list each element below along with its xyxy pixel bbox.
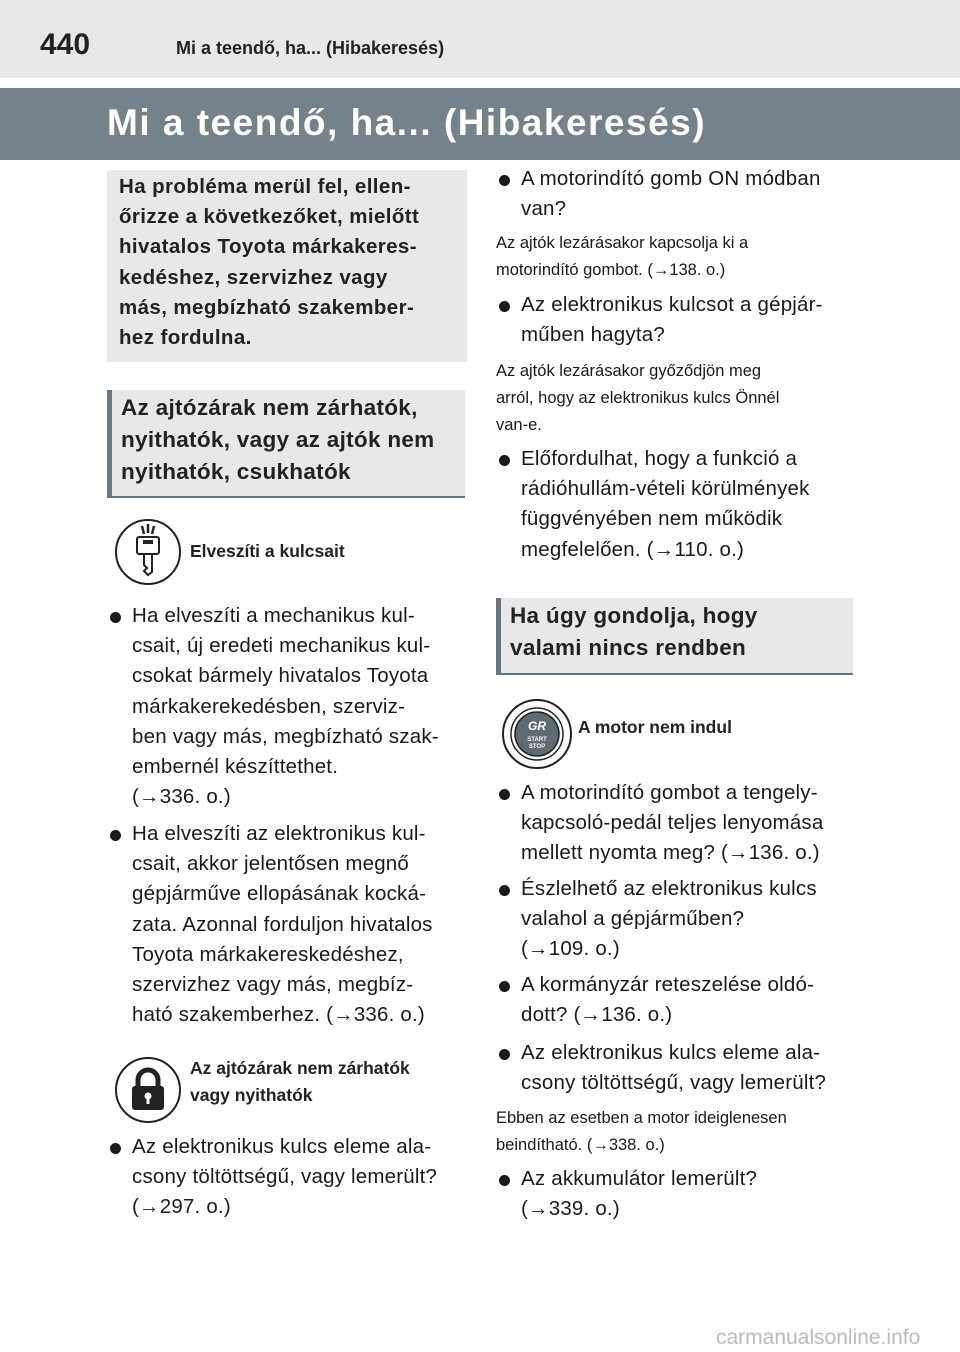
bullet-dot (110, 830, 121, 841)
bullet-text: Ha elveszíti az elektronikus kul- csait, akkor jelentősen megnő gépjárműve ellopásának kocká- zata. Azonnal forduljon hivatalos Toyota márkakereskedéshez, szervizhez vagy más, megbíz- ható szakemberhez. (→336. o.) (132, 822, 433, 1027)
running-title: Mi a teendő, ha... (Hibakeresés) (176, 38, 445, 58)
bullet-text: Ha elveszíti a mechanikus kul- csait, új eredeti mechanikus kul- csokat bármely hivatalos Toyota márkakerekedésben, szerviz- ben vagy más, megbízható szak- embernél készíttethet. (→336. o.) (132, 604, 439, 809)
list-item-press-with-pedal (521, 778, 861, 869)
running-header (0, 0, 960, 78)
list-item-lost-electronic-keys (132, 819, 467, 1030)
bullet-dot (499, 175, 510, 186)
list-item-battery-dead (521, 1164, 861, 1224)
bullet-text: Észlelhető az elektronikus kulcs valahol a gépjárműben? (→109. o.) (521, 877, 817, 961)
watermark: carmanualsonline.info (716, 1326, 921, 1349)
bullet-dot (499, 789, 510, 800)
bullet-dot (499, 455, 510, 466)
list-item-key-battery-low (521, 1038, 861, 1098)
bullet-dot (110, 1143, 121, 1154)
bullet-text: A motorindító gombot a tengely- kapcsoló-pedál teljes lenyomása mellett nyomta meg? (→136. o.) (521, 781, 824, 865)
key-icon (115, 519, 181, 585)
bullet-text: Előfordulhat, hogy a funkció a rádióhullám-vételi körülmények függvényében nem működik megfelelően. (→110. o.) (521, 447, 810, 561)
engine-not-start-caption: A motor nem indul (578, 717, 732, 737)
bullet-dot (499, 1049, 510, 1060)
note-turn-off-engine: Az ajtók lezárásakor kapcsolja ki a motorindító gombot. (→138. o.) (496, 234, 749, 279)
note-check-key: Az ajtók lezárásakor győződjön meg arról, hogy az elektronikus kulcs Önnél van-e. (496, 362, 780, 434)
gr-logo-text: GR (528, 719, 546, 733)
section-heading-problem: Ha úgy gondolja, hogy valami nincs rendben (510, 603, 758, 660)
bullet-dot (499, 1175, 510, 1186)
svg-text:STOP: STOP (528, 744, 546, 750)
svg-text:START: START (527, 737, 547, 743)
list-item-radio-conditions (521, 444, 861, 565)
locks-caption: Az ajtózárak nem zárhatók vagy nyithatók (190, 1058, 410, 1105)
page-title: Mi a teendő, ha... (Hibakeresés) (107, 102, 707, 143)
bullet-dot (499, 981, 510, 992)
bullet-text: Az elektronikus kulcs eleme ala- csony töltöttségű, vagy lemerült? (→297. o.) (132, 1135, 438, 1219)
bullet-dot (499, 301, 510, 312)
intro-text: Ha probléma merül fel, ellen- őrizze a következőket, mielőtt hivatalos Toyota márkakeres- kedéshez, szervizhez vagy más, megbízható szakember- hez fordulna. (119, 175, 420, 350)
bullet-text: A motorindító gomb ON módban van? (521, 167, 821, 221)
bullet-text: A kormányzár reteszelése oldó- dott? (→136. o.) (521, 973, 815, 1027)
lost-keys-caption: Elveszíti a kulcsait (190, 541, 345, 561)
bullet-dot (110, 612, 121, 623)
section-heading-doors: Az ajtózárak nem zárhatók, nyithatók, vagy az ajtók nem nyithatók, csukhatók (121, 395, 435, 484)
page-number: 440 (40, 28, 91, 61)
bullet-text: Az akkumulátor lemerült? (→339. o.) (521, 1167, 758, 1221)
list-item-key-detected (521, 874, 861, 965)
list-item-key-battery (132, 1132, 467, 1223)
bullet-dot (499, 885, 510, 896)
start-stop-button-icon (502, 699, 572, 769)
padlock-icon (115, 1057, 181, 1123)
bullet-text: Az elektronikus kulcsot a gépjár- műben hagyta? (521, 293, 823, 347)
bullet-text: Az elektronikus kulcs eleme ala- csony töltöttségű, vagy lemerült? (521, 1041, 827, 1095)
note-temporary-start: Ebben az esetben a motor ideiglenesen beindítható. (→338. o.) (496, 1109, 787, 1154)
list-item-steering-lock (521, 970, 861, 1030)
list-item-lost-mechanical-keys (132, 601, 467, 812)
list-item-start-button-on (521, 164, 861, 224)
list-item-key-left-inside (521, 290, 861, 350)
